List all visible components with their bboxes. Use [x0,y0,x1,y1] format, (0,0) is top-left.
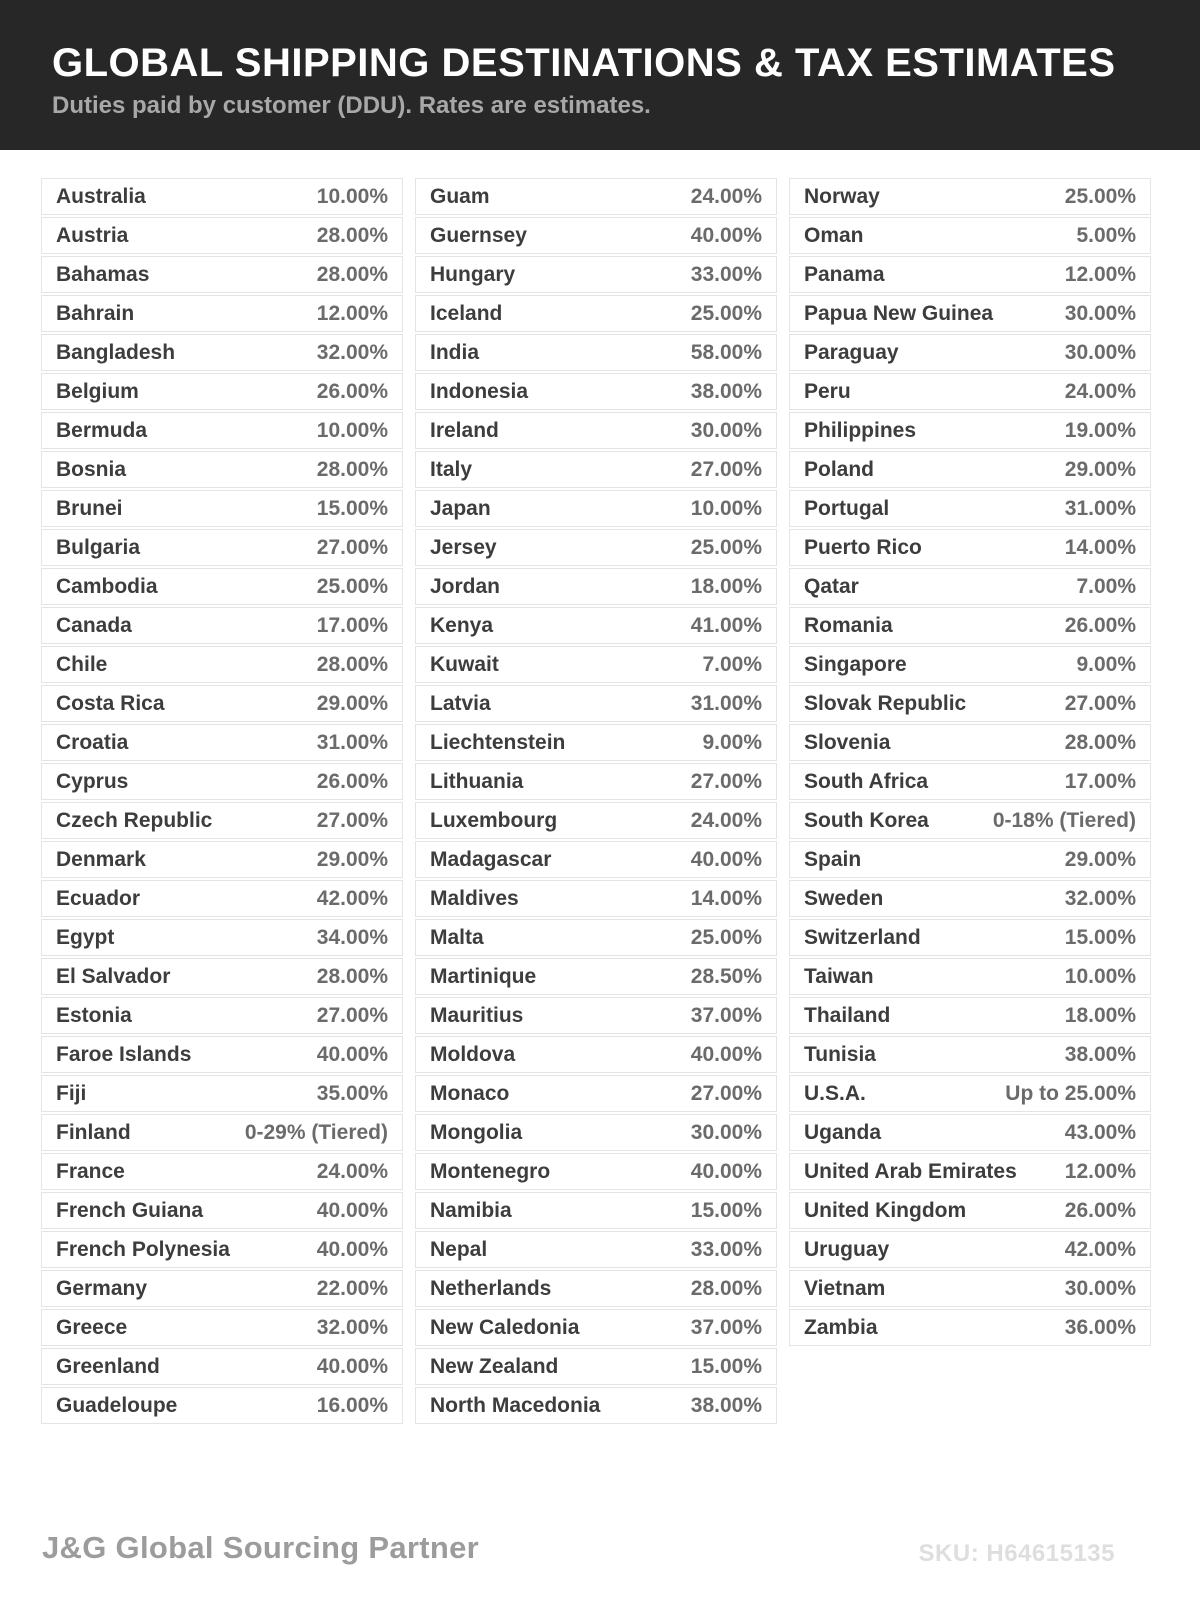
table-row [41,763,403,800]
rate-value: 32.00% [316,1316,388,1339]
country-label: Monaco [430,1082,510,1105]
country-label: Austria [56,224,129,247]
rate-value: 38.00% [690,1394,762,1417]
rate-value: 26.00% [316,770,388,793]
table-row [41,295,403,332]
country-label: Moldova [430,1043,516,1066]
table-row [789,997,1151,1034]
country-label: Latvia [430,692,491,715]
rate-value: 27.00% [1064,692,1136,715]
rate-value: 31.00% [1064,497,1136,520]
country-label: Fiji [56,1082,87,1105]
rate-value: 28.00% [316,224,388,247]
rate-value: 30.00% [1064,302,1136,325]
table-row [789,412,1151,449]
rate-value: 31.00% [316,731,388,754]
rate-value: 42.00% [316,887,388,910]
table-row [415,412,777,449]
table-row [41,1309,403,1346]
country-label: Norway [804,185,880,208]
table-row [41,256,403,293]
rate-value: 28.00% [316,458,388,481]
rate-value: 26.00% [1064,1199,1136,1222]
page-subtitle: Duties paid by customer (DDU). Rates are estimates. [52,92,651,119]
table-row [41,1192,403,1229]
rate-value: 32.00% [316,341,388,364]
country-label: Singapore [804,653,907,676]
rate-value: 40.00% [316,1238,388,1261]
rate-value: 27.00% [690,770,762,793]
rate-value: 29.00% [1064,848,1136,871]
rate-value: 12.00% [316,302,388,325]
country-label: Madagascar [430,848,552,871]
table-row [415,880,777,917]
country-label: Sweden [804,887,884,910]
rate-column-2 [415,178,777,1424]
table-row [789,529,1151,566]
table-row [41,646,403,683]
rate-value: 29.00% [316,692,388,715]
page-title: GLOBAL SHIPPING DESTINATIONS & TAX ESTIMATES [52,41,1116,85]
table-row [415,334,777,371]
page-header [0,0,1200,150]
country-label: Switzerland [804,926,921,949]
country-label: Jersey [430,536,497,559]
table-row [415,568,777,605]
table-row [789,1192,1151,1229]
table-row [41,1036,403,1073]
country-label: Bulgaria [56,536,141,559]
rate-value: 29.00% [1064,458,1136,481]
country-label: Costa Rica [56,692,165,715]
country-label: Bahamas [56,263,150,286]
country-label: Luxembourg [430,809,558,832]
rate-value: 28.00% [316,965,388,988]
country-label: Malta [430,926,484,949]
country-label: Maldives [430,887,519,910]
rate-value: 24.00% [1064,380,1136,403]
country-label: South Korea [804,809,929,832]
rate-value: 31.00% [690,692,762,715]
country-label: India [430,341,480,364]
rate-value: 40.00% [316,1043,388,1066]
country-label: Guam [430,185,490,208]
rate-value: 15.00% [316,497,388,520]
table-row [41,880,403,917]
country-label: Oman [804,224,864,247]
table-row [789,490,1151,527]
country-label: Uganda [804,1121,882,1144]
country-label: Guadeloupe [56,1394,178,1417]
table-row [415,256,777,293]
table-row [789,295,1151,332]
country-label: Belgium [56,380,139,403]
table-row [415,646,777,683]
rate-value: 34.00% [316,926,388,949]
table-row [41,958,403,995]
country-label: France [56,1160,125,1183]
country-label: Estonia [56,1004,132,1027]
country-label: Papua New Guinea [804,302,994,325]
country-label: Portugal [804,497,890,520]
rate-value: 25.00% [316,575,388,598]
country-label: North Macedonia [430,1394,601,1417]
table-row [789,763,1151,800]
table-row [41,178,403,215]
country-label: New Zealand [430,1355,559,1378]
table-row [415,1153,777,1190]
rate-value: 40.00% [690,848,762,871]
country-label: Tunisia [804,1043,876,1066]
rate-value: 22.00% [316,1277,388,1300]
country-label: Cambodia [56,575,158,598]
rate-value: 16.00% [316,1394,388,1417]
table-row [41,724,403,761]
rate-value: 28.00% [316,263,388,286]
rate-value: 25.00% [1064,185,1136,208]
rate-value: 18.00% [1064,1004,1136,1027]
table-row [789,958,1151,995]
table-row [789,1231,1151,1268]
country-label: Thailand [804,1004,891,1027]
table-row [415,724,777,761]
country-label: Spain [804,848,862,871]
country-label: Taiwan [804,965,874,988]
rate-value: 10.00% [690,497,762,520]
country-label: Ecuador [56,887,141,910]
table-row [41,373,403,410]
table-row [415,1036,777,1073]
rate-value: 17.00% [1064,770,1136,793]
sku-label: SKU: H64615135 [918,1540,1115,1567]
table-row [415,490,777,527]
country-label: Bahrain [56,302,135,325]
table-row [41,1387,403,1424]
country-label: Poland [804,458,875,481]
rate-value: 26.00% [1064,614,1136,637]
country-label: Montenegro [430,1160,551,1183]
country-label: Italy [430,458,473,481]
rate-column-1 [41,178,403,1424]
table-row [41,607,403,644]
country-label: Slovak Republic [804,692,967,715]
rate-value: 10.00% [316,185,388,208]
rate-value: 37.00% [690,1004,762,1027]
table-row [789,1036,1151,1073]
table-row [415,1114,777,1151]
rate-value: 19.00% [1064,419,1136,442]
table-row [41,841,403,878]
country-label: Puerto Rico [804,536,922,559]
country-label: Liechtenstein [430,731,566,754]
rate-value: 25.00% [690,926,762,949]
table-row [41,412,403,449]
country-label: Iceland [430,302,503,325]
country-label: Kenya [430,614,494,637]
rate-value: 27.00% [316,1004,388,1027]
rate-value: 30.00% [690,1121,762,1144]
rate-value: 40.00% [316,1199,388,1222]
rate-column-3 [789,178,1151,1346]
table-row [789,178,1151,215]
table-row [41,919,403,956]
rate-value: 33.00% [690,263,762,286]
table-row [789,1114,1151,1151]
table-row [415,1309,777,1346]
country-label: Greece [56,1316,128,1339]
rate-value: 9.00% [702,731,762,754]
rate-value: 30.00% [690,419,762,442]
rate-value: 15.00% [1064,926,1136,949]
rate-value: 27.00% [316,536,388,559]
rate-value: 28.00% [690,1277,762,1300]
table-row [415,1348,777,1385]
rate-value: 15.00% [690,1199,762,1222]
country-label: Romania [804,614,893,637]
table-row [415,1387,777,1424]
table-row [415,997,777,1034]
country-label: Croatia [56,731,129,754]
table-row [415,763,777,800]
rate-value: 14.00% [690,887,762,910]
table-row [41,1231,403,1268]
country-label: French Polynesia [56,1238,230,1261]
rate-value: 25.00% [690,302,762,325]
rates-table [41,178,1152,1424]
table-row [415,451,777,488]
table-row [789,685,1151,722]
rate-value: 37.00% [690,1316,762,1339]
rate-value: 43.00% [1064,1121,1136,1144]
country-label: New Caledonia [430,1316,580,1339]
rate-value: 29.00% [316,848,388,871]
table-row [415,373,777,410]
country-label: Lithuania [430,770,524,793]
country-label: Bermuda [56,419,148,442]
rate-value: 12.00% [1064,263,1136,286]
rate-value: 27.00% [690,458,762,481]
rate-value: 26.00% [316,380,388,403]
country-label: Kuwait [430,653,499,676]
table-row [415,1270,777,1307]
rate-value: 28.00% [1064,731,1136,754]
country-label: Cyprus [56,770,129,793]
table-row [789,1270,1151,1307]
country-label: Germany [56,1277,148,1300]
rate-value: 27.00% [690,1082,762,1105]
rate-value: 0-18% (Tiered) [992,809,1136,832]
table-row [41,568,403,605]
country-label: Nepal [430,1238,488,1261]
country-label: Qatar [804,575,859,598]
country-label: Martinique [430,965,537,988]
rate-value: 32.00% [1064,887,1136,910]
country-label: Mongolia [430,1121,523,1144]
table-row [415,802,777,839]
rate-value: 27.00% [316,809,388,832]
country-label: South Africa [804,770,929,793]
table-row [789,607,1151,644]
country-label: Paraguay [804,341,899,364]
rate-value: 40.00% [316,1355,388,1378]
table-row [789,1309,1151,1346]
rate-value: 40.00% [690,224,762,247]
country-label: Netherlands [430,1277,552,1300]
country-label: U.S.A. [804,1082,866,1105]
table-row [789,646,1151,683]
table-row [789,880,1151,917]
table-row [415,841,777,878]
country-label: El Salvador [56,965,171,988]
rate-value: 17.00% [316,614,388,637]
rate-value: 9.00% [1076,653,1136,676]
rate-value: 35.00% [316,1082,388,1105]
country-label: Czech Republic [56,809,213,832]
table-row [415,685,777,722]
table-row [415,958,777,995]
table-row [415,1231,777,1268]
table-row [789,568,1151,605]
rate-value: 25.00% [690,536,762,559]
rate-value: Up to 25.00% [1005,1082,1136,1105]
rate-value: 30.00% [1064,1277,1136,1300]
country-label: Jordan [430,575,501,598]
rate-value: 58.00% [690,341,762,364]
rate-value: 30.00% [1064,341,1136,364]
rate-value: 12.00% [1064,1160,1136,1183]
rate-value: 18.00% [690,575,762,598]
country-label: Zambia [804,1316,878,1339]
country-label: Indonesia [430,380,529,403]
country-label: Chile [56,653,108,676]
rate-value: 38.00% [1064,1043,1136,1066]
country-label: Bangladesh [56,341,176,364]
table-row [789,841,1151,878]
table-row [41,490,403,527]
table-row [41,529,403,566]
rate-value: 24.00% [690,809,762,832]
country-label: French Guiana [56,1199,204,1222]
table-row [789,217,1151,254]
rate-value: 7.00% [702,653,762,676]
country-label: Bosnia [56,458,127,481]
table-row [789,1075,1151,1112]
table-row [789,451,1151,488]
country-label: Mauritius [430,1004,524,1027]
rate-value: 14.00% [1064,536,1136,559]
country-label: Australia [56,185,146,208]
country-label: Slovenia [804,731,891,754]
rate-value: 5.00% [1076,224,1136,247]
table-row [41,1153,403,1190]
rate-value: 38.00% [690,380,762,403]
rate-value: 40.00% [690,1160,762,1183]
country-label: Namibia [430,1199,512,1222]
table-row [789,919,1151,956]
table-row [41,334,403,371]
country-label: Canada [56,614,132,637]
rate-value: 24.00% [316,1160,388,1183]
country-label: Guernsey [430,224,527,247]
table-row [415,919,777,956]
country-label: Philippines [804,419,917,442]
country-label: Finland [56,1121,131,1144]
table-row [789,373,1151,410]
table-row [415,217,777,254]
country-label: Vietnam [804,1277,886,1300]
table-row [41,997,403,1034]
table-row [415,1075,777,1112]
country-label: Peru [804,380,851,403]
country-label: Panama [804,263,885,286]
rate-value: 7.00% [1076,575,1136,598]
table-row [415,529,777,566]
country-label: United Kingdom [804,1199,967,1222]
table-row [41,217,403,254]
rate-value: 15.00% [690,1355,762,1378]
rate-value: 42.00% [1064,1238,1136,1261]
country-label: Denmark [56,848,146,871]
country-label: Greenland [56,1355,160,1378]
table-row [415,178,777,215]
table-row [41,1348,403,1385]
rate-value: 28.00% [316,653,388,676]
rate-value: 41.00% [690,614,762,637]
table-row [789,334,1151,371]
rate-value: 24.00% [690,185,762,208]
table-row [41,685,403,722]
brand-name: J&G Global Sourcing Partner [42,1530,480,1565]
table-row [41,451,403,488]
table-row [41,1114,403,1151]
rate-value: 36.00% [1064,1316,1136,1339]
table-row [789,1153,1151,1190]
rate-value: 10.00% [1064,965,1136,988]
country-label: Japan [430,497,491,520]
table-row [789,256,1151,293]
rate-value: 28.50% [690,965,762,988]
table-row [789,802,1151,839]
country-label: Egypt [56,926,115,949]
table-row [415,295,777,332]
country-label: Ireland [430,419,499,442]
table-row [41,1075,403,1112]
rate-value: 40.00% [690,1043,762,1066]
rate-value: 0-29% (Tiered) [244,1121,388,1144]
table-row [41,802,403,839]
country-label: Brunei [56,497,123,520]
country-label: Uruguay [804,1238,890,1261]
table-row [415,1192,777,1229]
country-label: Faroe Islands [56,1043,192,1066]
country-label: Hungary [430,263,516,286]
table-row [41,1270,403,1307]
rate-value: 33.00% [690,1238,762,1261]
country-label: United Arab Emirates [804,1160,1017,1183]
table-row [415,607,777,644]
rate-value: 10.00% [316,419,388,442]
table-row [789,724,1151,761]
